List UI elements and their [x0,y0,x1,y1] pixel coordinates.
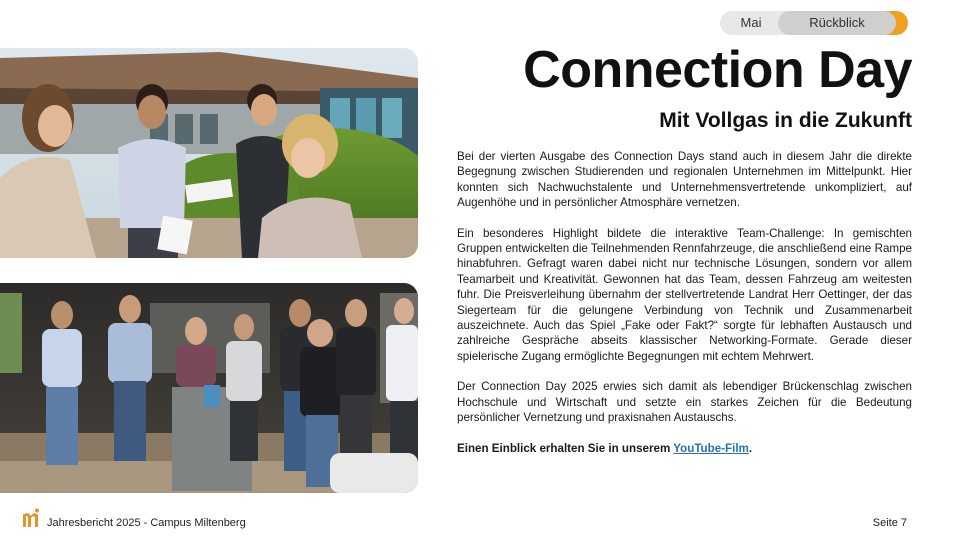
video-call-to-action [457,441,912,456]
month-label[interactable]: Mai [740,15,762,30]
report-title: Jahresbericht 2025 - Campus Miltenberg [47,517,246,529]
photo-networking-conversation [0,48,418,258]
photo-award-ceremony [0,283,418,493]
month-navigation [720,11,908,35]
page-subtitle: Mit Vollgas in die Zukunft [659,109,912,132]
article-paragraph: Bei der vierten Ausgabe des Connection Days stand auch in diesem Jahr die direkte Begegnung zwischen Studierenden und regionalen Unternehmen im Mittelpunkt. Hier konnten sich Nachwuchstalente und Unternehmensvertretende unkompliziert, auf Augenhöhe und in persönlicher Atmosphäre vernetzen. [457,150,912,210]
article-body [457,149,912,471]
section-label[interactable]: Rückblick [809,15,865,30]
video-cta-suffix: . [748,441,753,455]
photo-networking-conversation-image [0,48,418,258]
photo-award-ceremony-image [0,283,418,493]
article-paragraph: Ein besonderes Highlight bildete die interaktive Team-Challenge: In gemischten Gruppen entwickelten die Teilnehmenden Rennfahrzeuge, die anschließend eine Rampe hinabfuhren. Gefragt waren dabei nicht nur technische Lösungen, sondern vor allem Teamarbeit und Kreativität. Gewonnen hat das Team, dessen Fahrzeug am weitesten fuhr. Die Preisverleihung übernahm der stellvertretende Landrat Herr Oettinger, der das Siegerteam für die gelungene Verbindung von Technik und Zusammenarbeit auszeichnete. Auch das Spiel „Fake oder Fakt?“ sorgte für lebhaften Austausch und zahlreiche Gespräche abseits klassischer Networking-Formate. Gerade dieser spielerische Zugang ermöglichte Begegnungen mit echtem Mehrwert. [457,226,912,363]
page-number: Seite 7 [872,517,907,529]
youtube-film-link[interactable]: YouTube-Film [673,441,749,455]
university-logo-icon [22,508,40,528]
video-cta-text: Einen Einblick erhalten Sie in unserem [457,441,674,455]
article-paragraph: Der Connection Day 2025 erwies sich damit als lebendiger Brückenschlag zwischen Hochschule und Wirtschaft und setzte ein starkes Zeichen für die Bedeutung persönlicher Vernetzung und praxisnahen Austauschs. [457,380,912,425]
page-title: Connection Day [523,41,912,99]
